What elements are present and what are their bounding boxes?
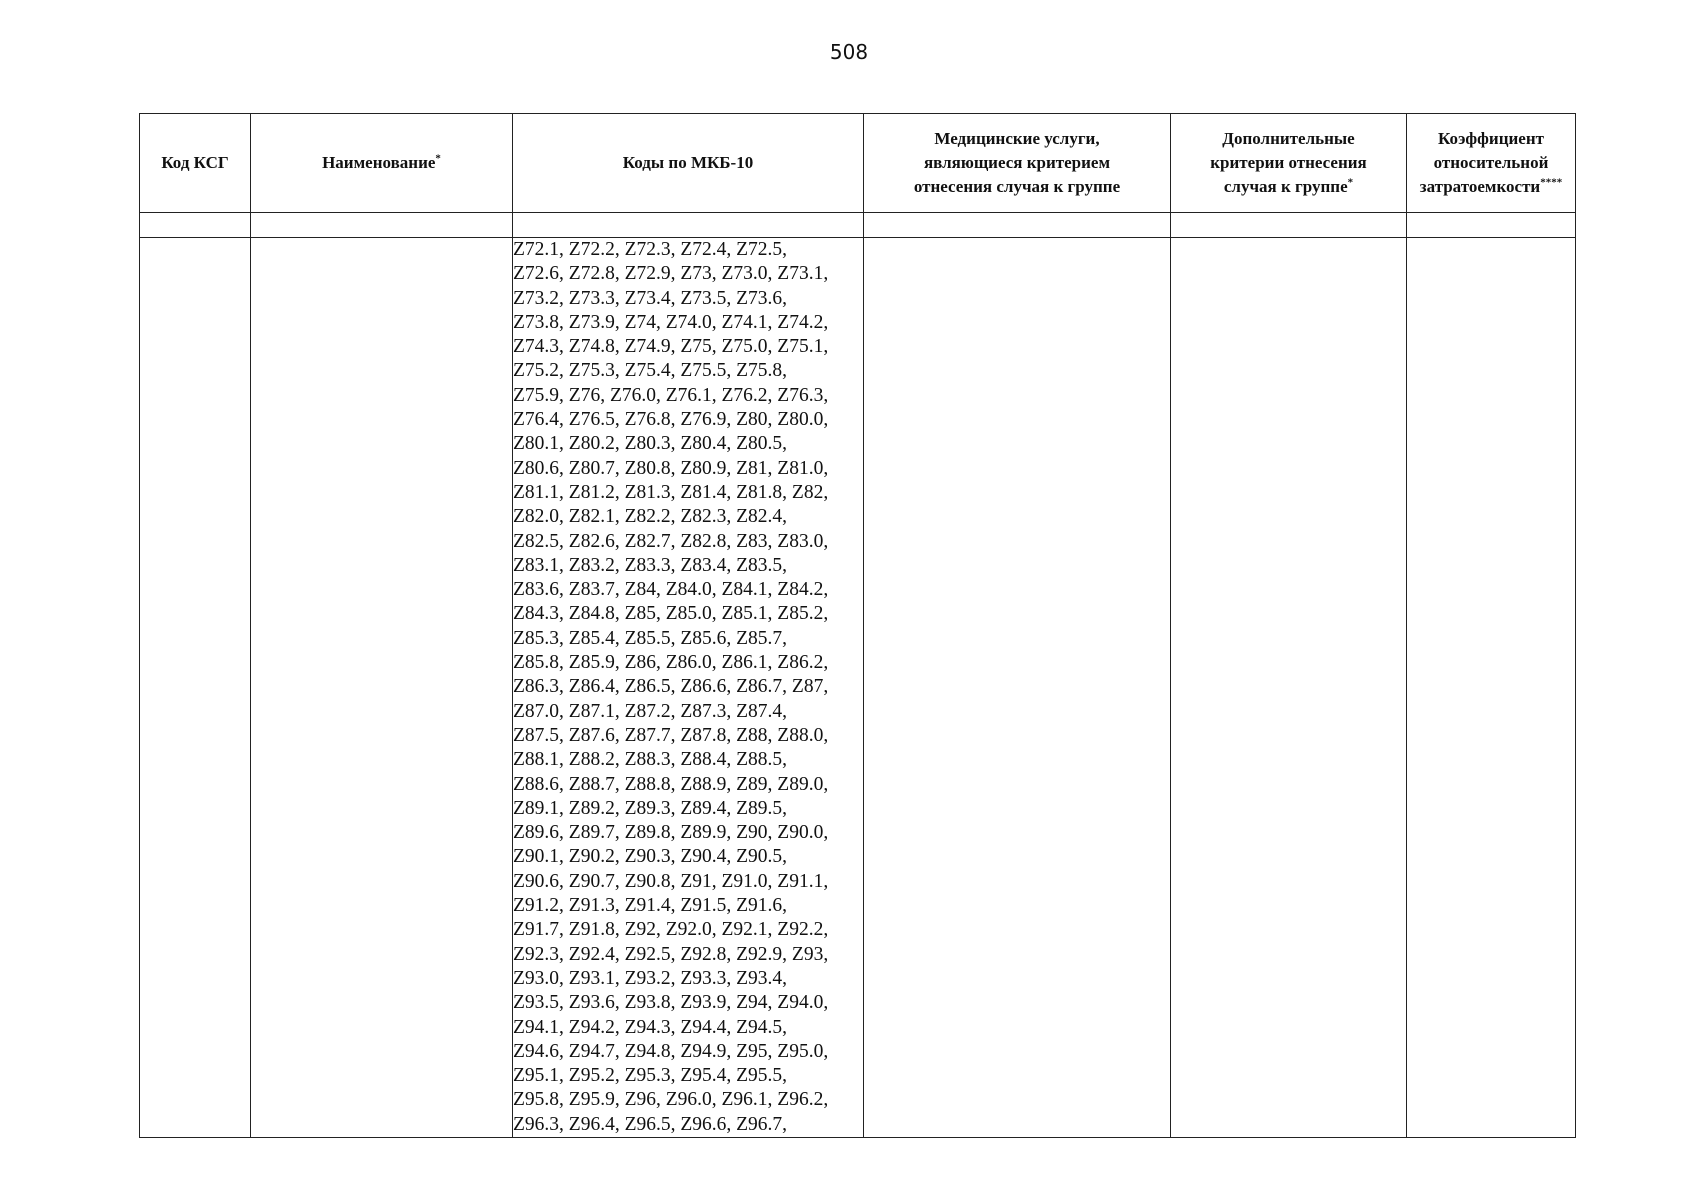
mkb10-code-line: Z85.3, Z85.4, Z85.5, Z85.6, Z85.7, <box>513 627 788 649</box>
page-number: 508 <box>829 40 869 64</box>
header-coefficient: Коэффициент относительной затратоемкости**** <box>1407 114 1576 213</box>
header-name: Наименование* <box>251 114 513 213</box>
mkb10-code-line: Z89.1, Z89.2, Z89.3, Z89.4, Z89.5, <box>513 797 788 819</box>
mkb10-code-line: Z84.3, Z84.8, Z85, Z85.0, Z85.1, Z85.2, <box>513 603 829 625</box>
mkb10-code-line: Z86.3, Z86.4, Z86.5, Z86.6, Z86.7, Z87, <box>513 676 829 698</box>
mkb10-code-line: Z92.3, Z92.4, Z92.5, Z92.8, Z92.9, Z93, <box>513 943 829 965</box>
mkb10-code-line: Z94.1, Z94.2, Z94.3, Z94.4, Z94.5, <box>513 1016 788 1038</box>
mkb10-code-line: Z72.1, Z72.2, Z72.3, Z72.4, Z72.5, <box>513 239 788 260</box>
blank-cell <box>513 213 864 238</box>
mkb10-code-line: Z80.6, Z80.7, Z80.8, Z80.9, Z81, Z81.0, <box>513 457 829 479</box>
mkb10-code-line: Z88.1, Z88.2, Z88.3, Z88.4, Z88.5, <box>513 749 788 771</box>
mkb10-code-line: Z75.2, Z75.3, Z75.4, Z75.5, Z75.8, <box>513 360 788 382</box>
mkb10-code-line: Z82.5, Z82.6, Z82.7, Z82.8, Z83, Z83.0, <box>513 530 829 552</box>
mkb10-code-line: Z90.1, Z90.2, Z90.3, Z90.4, Z90.5, <box>513 846 788 868</box>
mkb10-code-line: Z90.6, Z90.7, Z90.8, Z91, Z91.0, Z91.1, <box>513 870 829 892</box>
mkb10-code-line: Z83.6, Z83.7, Z84, Z84.0, Z84.1, Z84.2, <box>513 579 829 601</box>
mkb10-code-line: Z74.3, Z74.8, Z74.9, Z75, Z75.0, Z75.1, <box>513 336 829 358</box>
additional-criteria-cell <box>1171 238 1407 1138</box>
mkb10-code-line: Z95.8, Z95.9, Z96, Z96.0, Z96.1, Z96.2, <box>513 1089 829 1111</box>
mkb10-code-line: Z95.1, Z95.2, Z95.3, Z95.4, Z95.5, <box>513 1065 788 1087</box>
mkb10-code-line: Z76.4, Z76.5, Z76.8, Z76.9, Z80, Z80.0, <box>513 409 829 431</box>
mkb10-code-line: Z73.2, Z73.3, Z73.4, Z73.5, Z73.6, <box>513 287 788 309</box>
blank-cell <box>1407 213 1576 238</box>
mkb10-code-line: Z96.3, Z96.4, Z96.5, Z96.6, Z96.7, <box>513 1113 788 1135</box>
coefficient-cell <box>1407 238 1576 1138</box>
mkb10-code-line: Z72.6, Z72.8, Z72.9, Z73, Z73.0, Z73.1, <box>513 263 829 285</box>
mkb10-code-line: Z87.0, Z87.1, Z87.2, Z87.3, Z87.4, <box>513 700 788 722</box>
mkb10-code-line: Z75.9, Z76, Z76.0, Z76.1, Z76.2, Z76.3, <box>513 384 829 406</box>
name-cell <box>251 238 513 1138</box>
medical-services-cell <box>864 238 1171 1138</box>
blank-row <box>140 213 1576 238</box>
header-ksg-code: Код КСГ <box>140 114 251 213</box>
mkb10-codes-cell <box>513 238 864 1138</box>
mkb10-code-line: Z85.8, Z85.9, Z86, Z86.0, Z86.1, Z86.2, <box>513 652 829 674</box>
mkb10-code-line: Z93.0, Z93.1, Z93.2, Z93.3, Z93.4, <box>513 967 788 989</box>
header-row <box>140 114 1576 213</box>
header-medical-services: Медицинские услуги, являющиеся критерием отнесения случая к группе <box>864 114 1171 213</box>
ksg-code-cell <box>140 238 251 1138</box>
header-mkb10-codes: Коды по МКБ-10 <box>513 114 864 213</box>
blank-cell <box>140 213 251 238</box>
ksg-table <box>139 113 1576 1138</box>
mkb10-code-line: Z94.6, Z94.7, Z94.8, Z94.9, Z95, Z95.0, <box>513 1040 829 1062</box>
mkb10-code-line: Z80.1, Z80.2, Z80.3, Z80.4, Z80.5, <box>513 433 788 455</box>
blank-cell <box>864 213 1171 238</box>
mkb10-code-line: Z88.6, Z88.7, Z88.8, Z88.9, Z89, Z89.0, <box>513 773 829 795</box>
mkb10-code-line: Z83.1, Z83.2, Z83.3, Z83.4, Z83.5, <box>513 554 788 576</box>
mkb10-code-line: Z81.1, Z81.2, Z81.3, Z81.4, Z81.8, Z82, <box>513 481 829 503</box>
blank-cell <box>1171 213 1407 238</box>
header-additional-criteria: Дополнительные критерии отнесения случая к группе* <box>1171 114 1407 213</box>
mkb10-code-line: Z82.0, Z82.1, Z82.2, Z82.3, Z82.4, <box>513 506 788 528</box>
mkb10-code-line: Z91.2, Z91.3, Z91.4, Z91.5, Z91.6, <box>513 895 788 917</box>
mkb10-code-line: Z87.5, Z87.6, Z87.7, Z87.8, Z88, Z88.0, <box>513 724 829 746</box>
mkb10-code-line: Z91.7, Z91.8, Z92, Z92.0, Z92.1, Z92.2, <box>513 919 829 941</box>
blank-cell <box>251 213 513 238</box>
mkb10-code-line: Z73.8, Z73.9, Z74, Z74.0, Z74.1, Z74.2, <box>513 311 829 333</box>
mkb10-code-line: Z93.5, Z93.6, Z93.8, Z93.9, Z94, Z94.0, <box>513 992 829 1014</box>
table-row <box>140 238 1576 1138</box>
mkb10-code-line: Z89.6, Z89.7, Z89.8, Z89.9, Z90, Z90.0, <box>513 822 829 844</box>
